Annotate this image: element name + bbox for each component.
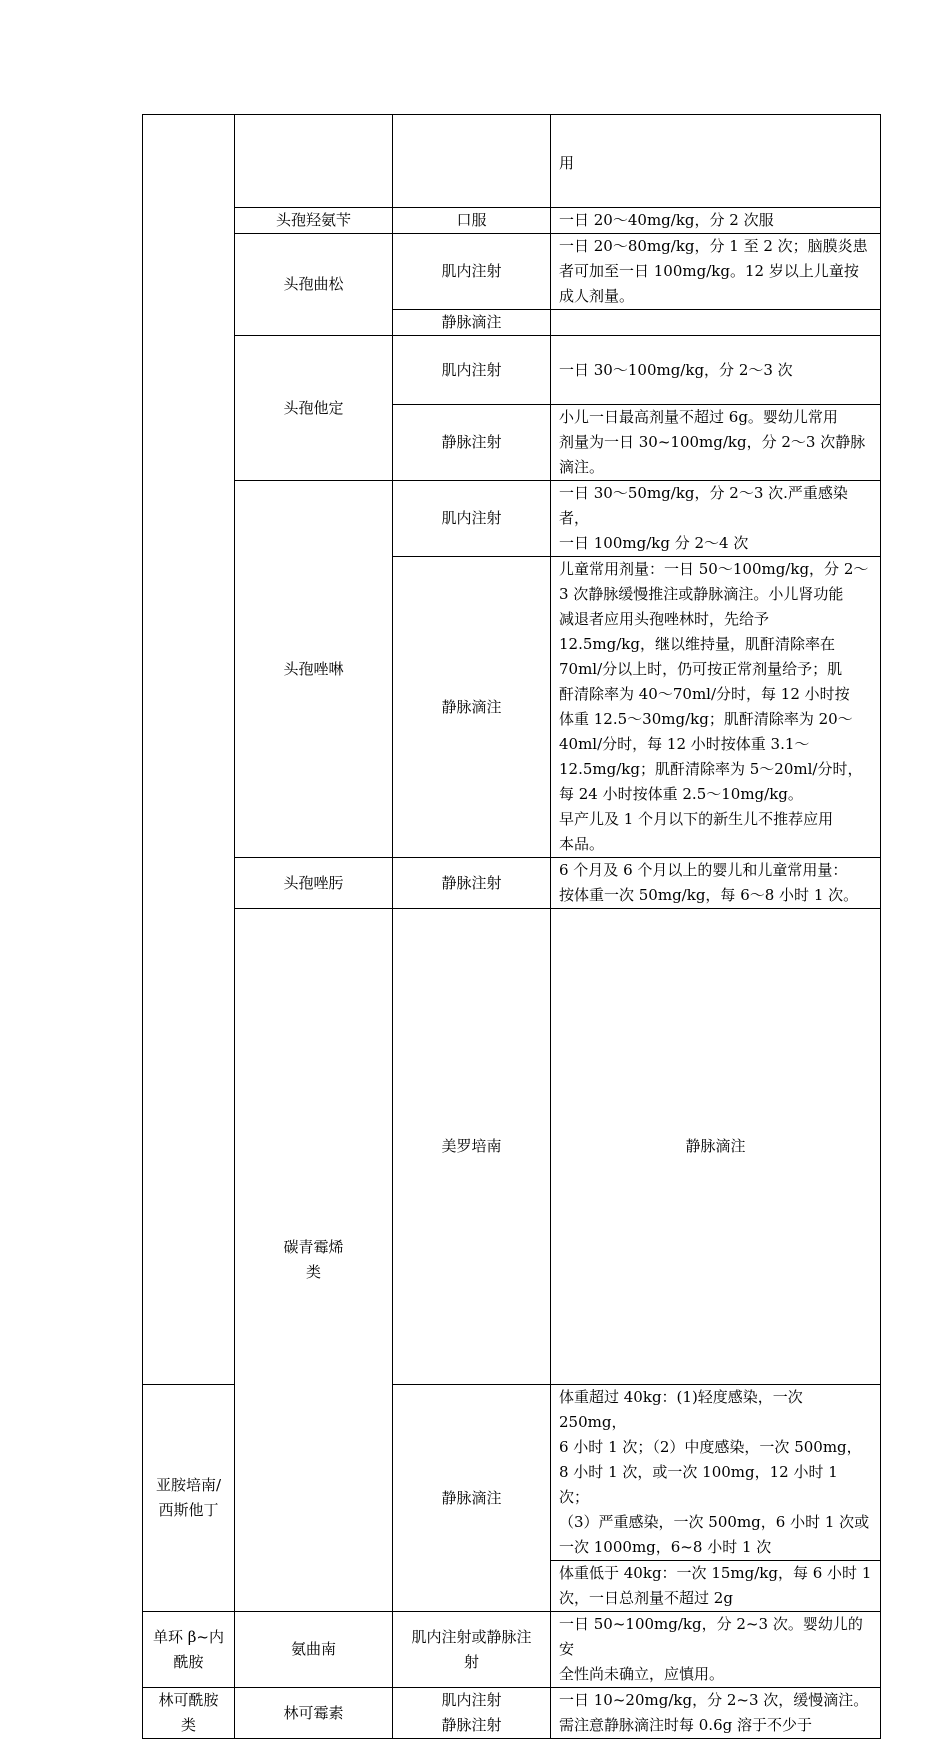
dosage-line: 8 小时 1 次，或一次 100mg，12 小时 1 次； [559,1463,838,1506]
route-cell: 静脉注射 [393,858,551,909]
category-line: 碳青霉烯 [283,1238,344,1256]
dosage-line: 体重低于 40kg：一次 15mg/kg，每 6 小时 1 [559,1564,872,1582]
dosage-line: 12.5mg/kg，继以维持量，肌酐清除率在 [559,635,835,653]
dosage-cell [551,557,881,858]
dosage-line: 本品。 [559,835,605,853]
dosage-cell [551,481,881,557]
table-row [143,115,881,208]
drug-cell: 氨曲南 [235,1612,393,1688]
dosage-line: 剂量为一日 30~100mg/kg，分 2～3 次静脉 [559,433,866,451]
dosage-table [142,114,881,1739]
drug-cell [235,115,393,208]
table-row [143,234,881,310]
dosage-cell [551,1688,881,1739]
route-cell: 肌内注射 [393,481,551,557]
category-cell [143,1688,235,1739]
category-line: 酰胺 [173,1652,204,1671]
route-cell: 静脉滴注 [393,1385,551,1612]
dosage-cell [551,310,881,336]
dosage-line: 体重超过 40kg：(1)轻度感染，一次 250mg， [559,1388,803,1431]
route-cell: 静脉注射 [393,405,551,481]
drug-cell: 亚胺培南/西斯他丁 [143,1385,235,1612]
dosage-cell [551,1612,881,1688]
route-cell: 肌内注射 [393,234,551,310]
route-line: 肌内注射 [441,1691,502,1709]
table-row [143,481,881,557]
dosage-line: 需注意静脉滴注时每 0.6g 溶于不少于 [559,1716,812,1734]
dosage-cell [551,234,881,310]
dosage-cell [551,1385,881,1561]
dosage-cell: 一日 20～40mg/kg，分 2 次服 [551,208,881,234]
dosage-line: 次，一日总剂量不超过 2g [559,1589,733,1607]
table-row [143,909,881,1385]
category-line: 林可酰胺 [158,1691,219,1709]
dosage-line: 一日 10~20mg/kg，分 2~3 次，缓慢滴注。 [559,1691,869,1709]
drug-cell: 头孢唑肟 [235,858,393,909]
category-cell [143,1612,235,1688]
drug-cell: 头孢唑啉 [235,481,393,858]
dosage-line: 70ml/分以上时，仍可按正常剂量给予；肌 [559,660,843,678]
table-row [143,1688,881,1739]
drug-cell: 美罗培南 [393,909,551,1385]
dosage-line: 一日 100mg/kg 分 2～4 次 [559,534,749,552]
route-line: 射 [463,1652,479,1671]
dosage-cell: 一日 30～100mg/kg，分 2～3 次 [551,336,881,405]
route-cell: 口服 [393,208,551,234]
dosage-cell [551,858,881,909]
dosage-line: 40ml/分时，每 12 小时按体重 3.1～ [559,735,810,753]
category-cell [143,115,235,1385]
category-line: 类 [180,1716,196,1734]
category-line: 单环 β~内 [152,1627,224,1646]
dosage-line: 儿童常用剂量：一日 50～100mg/kg，分 2～ [559,560,869,578]
route-cell [393,1688,551,1739]
dosage-line: 减退者应用头孢唑林时，先给予 [559,610,770,628]
dosage-line: 酐清除率为 40～70ml/分时，每 12 小时按 [559,685,850,703]
dosage-line: 每 24 小时按体重 2.5～10mg/kg。 [559,785,803,803]
dosage-line: 小儿一日最高剂量不超过 6g。婴幼儿常用 [559,408,838,426]
table-row [143,1612,881,1688]
drug-cell: 林可霉素 [235,1688,393,1739]
dosage-line: 早产儿及 1 个月以下的新生儿不推荐应用 [559,810,834,828]
route-cell [393,1612,551,1688]
dosage-line: 一日 50~100mg/kg，分 2~3 次。婴幼儿的安 [559,1615,863,1658]
route-cell: 肌内注射 [393,336,551,405]
category-line: 类 [305,1263,321,1281]
route-cell: 静脉滴注 [393,310,551,336]
route-line: 肌内注射或静脉注 [411,1627,532,1646]
route-cell: 静脉滴注 [551,909,881,1385]
dosage-line: 一次 1000mg，6~8 小时 1 次 [559,1538,772,1556]
dosage-line: 滴注。 [559,458,605,476]
drug-cell: 头孢曲松 [235,234,393,336]
dosage-line: （3）严重感染，一次 500mg，6 小时 1 次或 [559,1513,870,1531]
route-cell: 静脉滴注 [393,557,551,858]
drug-cell: 头孢羟氨苄 [235,208,393,234]
table-row [143,858,881,909]
drug-cell: 头孢他定 [235,336,393,481]
table-row [143,208,881,234]
dosage-line: 12.5mg/kg；肌酐清除率为 5～20ml/分时， [559,760,863,778]
dosage-cell: 用 [551,115,881,208]
route-cell [393,115,551,208]
table-row [143,336,881,405]
dosage-line: 成人剂量。 [559,287,635,305]
dosage-line: 全性尚未确立，应慎用。 [559,1665,725,1683]
dosage-line: 者可加至一日 100mg/kg。12 岁以上儿童按 [559,262,859,280]
route-line: 静脉注射 [441,1716,502,1734]
dosage-line: 一日 30～50mg/kg，分 2～3 次.严重感染者， [559,484,848,527]
dosage-line: 6 小时 1 次；（2）中度感染，一次 500mg， [559,1438,862,1456]
dosage-cell [551,1561,881,1612]
dosage-cell [551,405,881,481]
dosage-line: 按体重一次 50mg/kg，每 6～8 小时 1 次。 [559,886,859,904]
dosage-line: 一日 20～80mg/kg，分 1 至 2 次；脑膜炎患 [559,237,868,255]
dosage-line: 3 次静脉缓慢推注或静脉滴注。小儿肾功能 [559,585,844,603]
category-cell [235,909,393,1612]
dosage-line: 体重 12.5～30mg/kg；肌酐清除率为 20～ [559,710,853,728]
dosage-line: 6 个月及 6 个月以上的婴儿和儿童常用量： [559,861,848,879]
